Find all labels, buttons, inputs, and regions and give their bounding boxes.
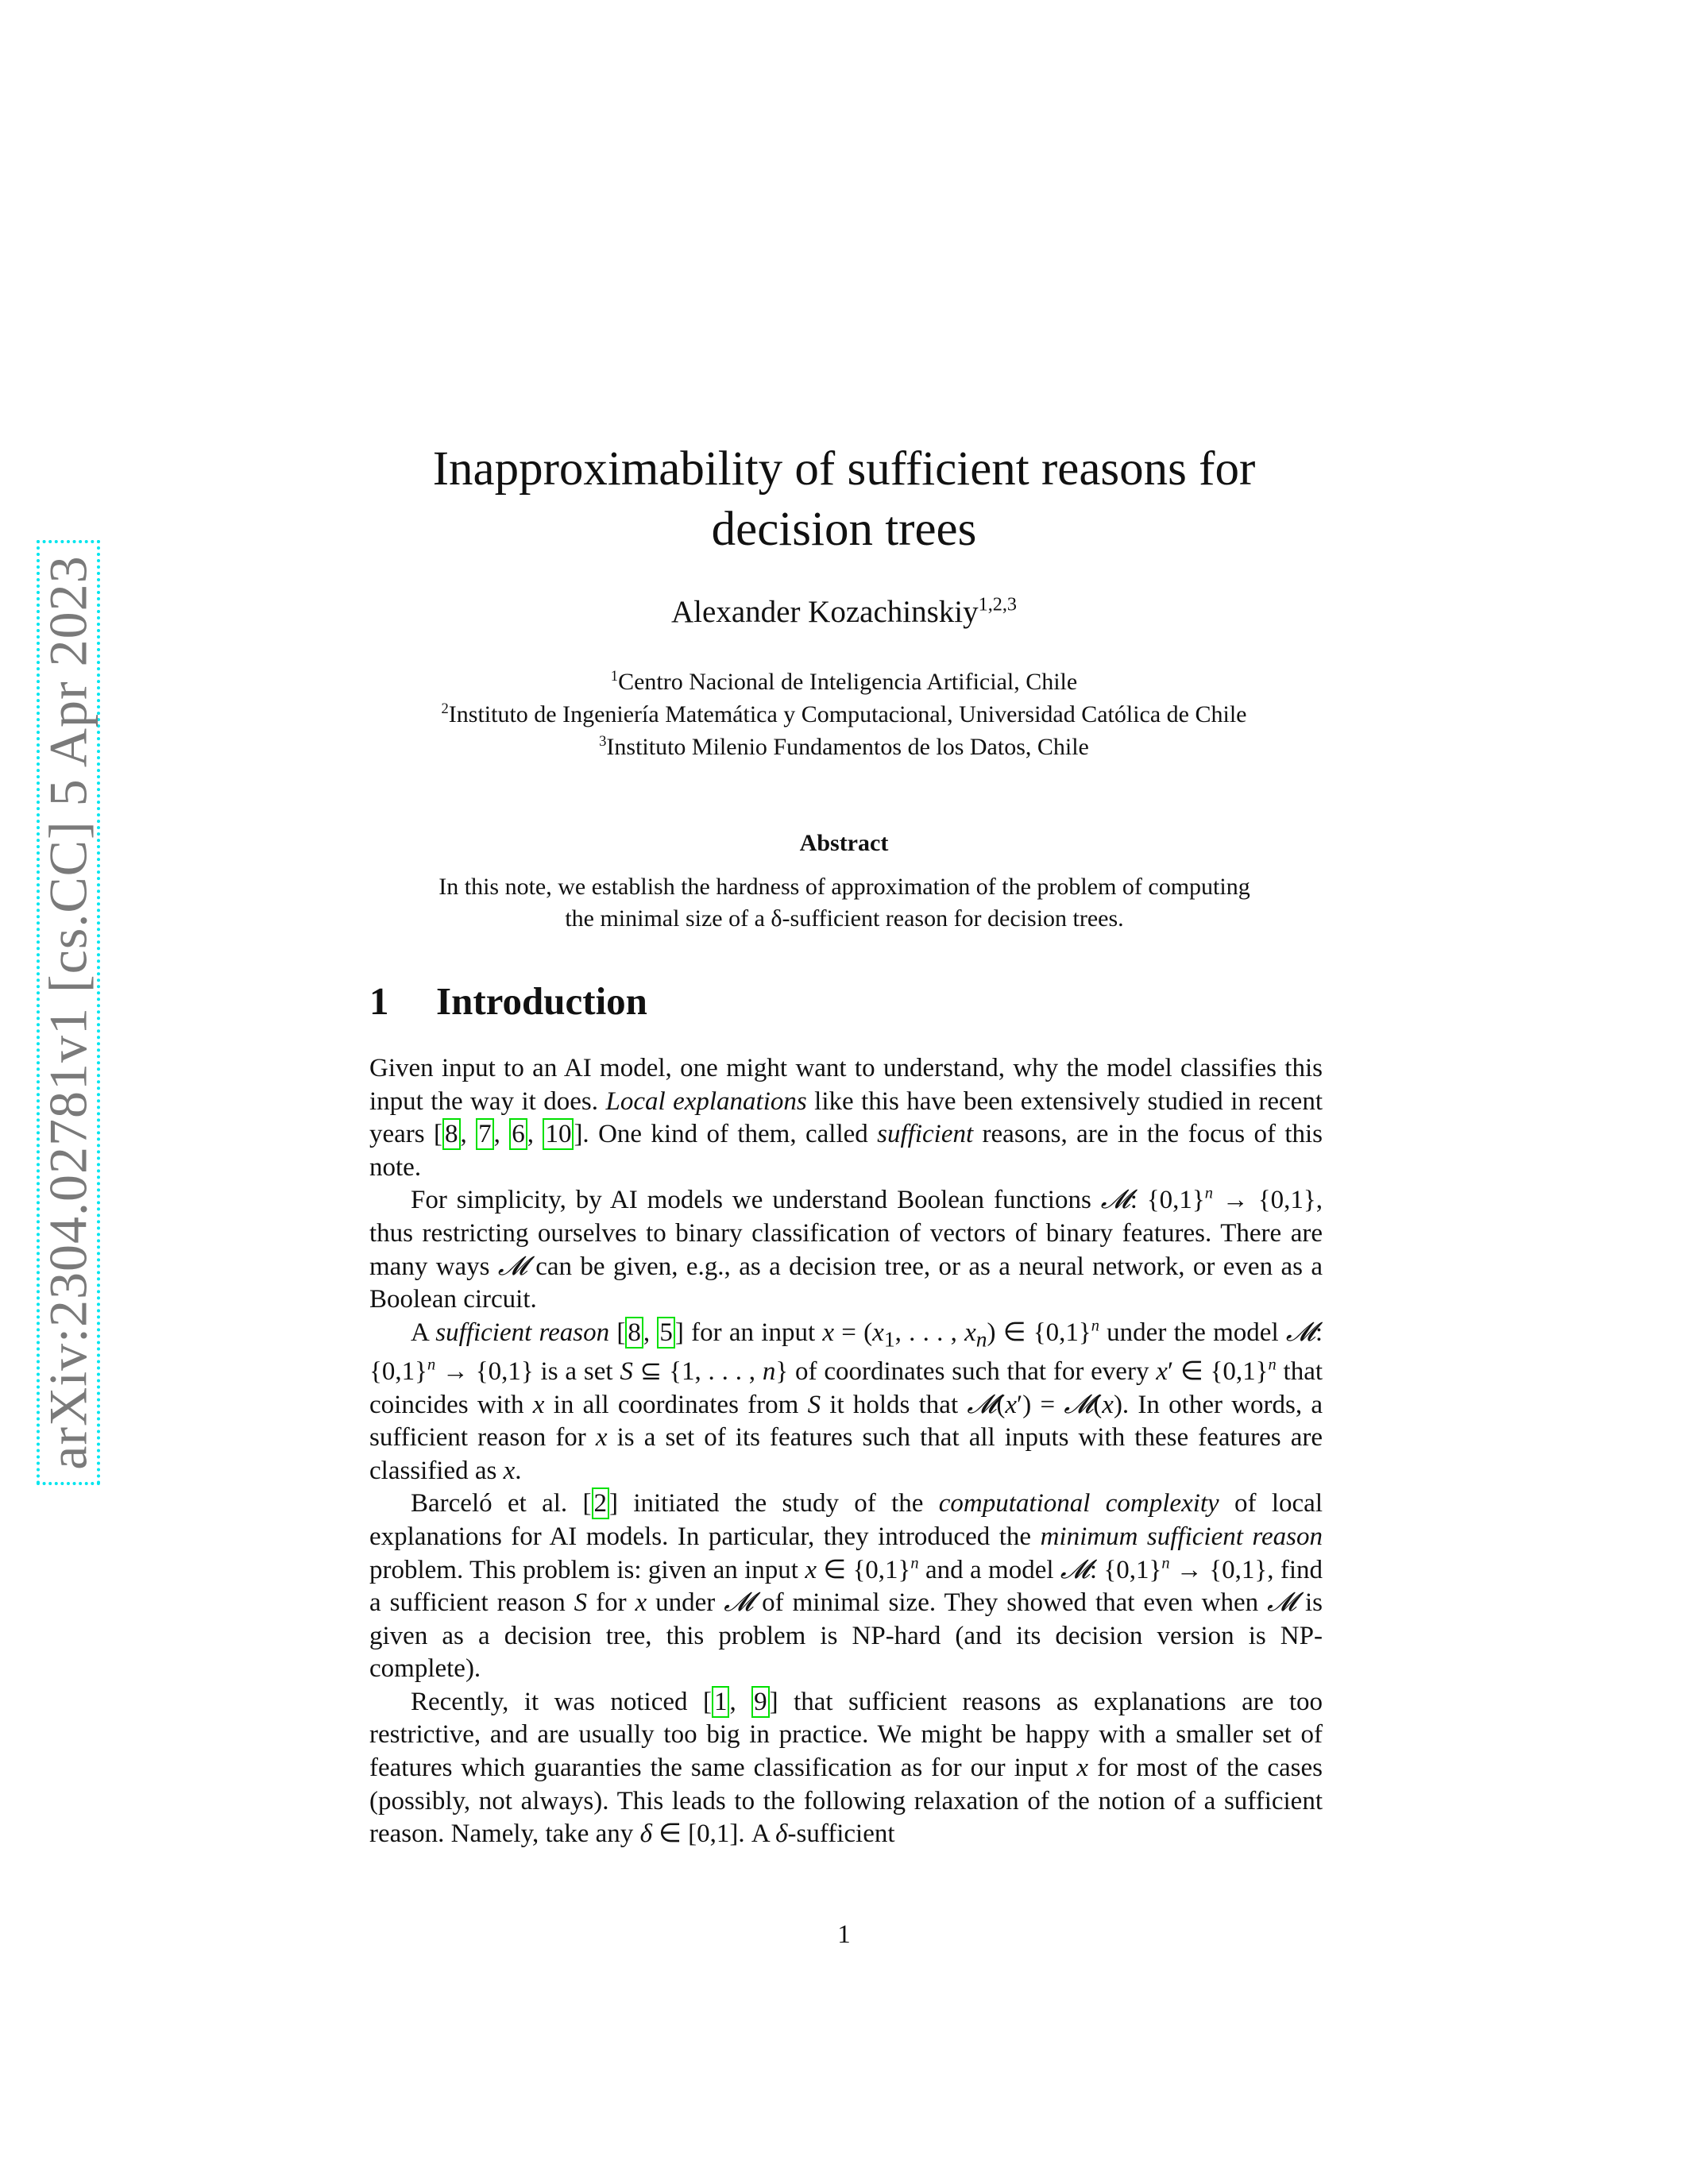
section-number: 1 (369, 979, 389, 1023)
page-number: 1 (837, 1920, 851, 1949)
citation-link[interactable]: 8 (442, 1118, 461, 1150)
citation-link[interactable]: 1 (712, 1686, 730, 1718)
citation-link[interactable]: 8 (625, 1317, 643, 1349)
affiliation-2 (0, 698, 1688, 731)
paragraph-p1: Given input to an AI model, one might want to understand, why the model classifies this input the way it does. Local explanations like this have been extensively studied in recent years [8, 7, 6, 10]. One kind of them, called sufficient reasons, are in the focus of this note. (369, 1054, 1323, 1182)
affiliation-text: Centro Nacional de Inteligencia Artificial, Chile (618, 669, 1078, 695)
author-name: Alexander Kozachinskiy (671, 595, 979, 629)
abstract-text: In this note, we establish the hardness of approximation of the problem of computing the minimal size of a δ-sufficient reason for decision trees. (438, 874, 1250, 932)
author-sup: 1,2,3 (978, 593, 1017, 615)
paper-title (0, 439, 1688, 560)
affiliations (0, 666, 1688, 763)
author (0, 594, 1688, 630)
affiliation-sup: 3 (599, 732, 607, 750)
section-heading (369, 978, 647, 1024)
section-title: Introduction (436, 979, 647, 1023)
title-line-1: Inapproximability of sufficient reasons for (432, 442, 1256, 496)
affiliation-1 (0, 666, 1688, 698)
citation-link[interactable]: 2 (592, 1488, 610, 1519)
citation-link[interactable]: 7 (476, 1118, 494, 1150)
body-text (369, 1052, 1323, 1851)
affiliation-text: Instituto Milenio Fundamentos de los Datos, Chile (606, 734, 1089, 760)
abstract-heading: Abstract (799, 830, 889, 856)
paragraph-p5: Recently, it was noticed [1, 9] that sufficient reasons as explanations are too restrictive, and are usually too big in practice. We might be happy with a smaller set of features which guaranties the same classification as for our input x for most of the cases (possibly, not always). This leads to the following relaxation of the notion of a sufficient reason. Namely, take any δ ∈ [0,1]. A δ-sufficient (369, 1687, 1323, 1849)
affiliation-sup: 1 (610, 667, 619, 685)
arxiv-stamp: arXiv:2304.02781v1 [cs.CC] 5 Apr 2023 (37, 555, 98, 1470)
affiliation-text: Instituto de Ingeniería Matemática y Computacional, Universidad Católica de Chile (448, 701, 1247, 727)
paragraph-p2: For simplicity, by AI models we understand Boolean functions 𝓜: $\{0,1\}^n \to \{0,1\}$, thus restricting ourselves to binary classification of vectors of binary features. There are many ways 𝓜 can be given, e.g., as a decision tree, or as a neural network, or even as a Boolean circuit. (369, 1185, 1323, 1314)
citation-link[interactable]: 5 (657, 1317, 675, 1349)
paragraph-p4: Barceló et al. [2] initiated the study of the computational complexity of local explanations for AI models. In particular, they introduced the minimum sufficient reason problem. This problem is: given an input x ∈ $\{0,1\}^n$ and a model 𝓜: $\{0,1\}^n \to \{0,1\}$, find a sufficient reason S for x under 𝓜 of minimal size. They showed that even when 𝓜 is given as a decision tree, this problem is NP-hard (and its decision version is NP-complete). (369, 1489, 1323, 1684)
citation-link[interactable]: 10 (543, 1118, 574, 1150)
citation-link[interactable]: 6 (509, 1118, 527, 1150)
affiliation-3 (0, 731, 1688, 763)
paragraph-p3: A sufficient reason [8, 5] for an input $x = (x_1$, . . . , $x_n$) ∈ $\{0,1\}^n$ under the model 𝓜: $\{0,1\}^n \to \{0,1\}$ is a set S ⊆ {1, . . . , n} of coordinates such that for every x′ ∈ $\{0,1\}^n$ that coincides with x in all coordinates from S it holds that 𝓜(x′) = 𝓜(x). In other words, a sufficient reason for x is a set of its features such that all inputs with these features are classified as x. (369, 1317, 1323, 1485)
citation-link[interactable]: 9 (751, 1686, 770, 1718)
title-line-2: decision trees (711, 503, 977, 556)
affiliation-sup: 2 (441, 700, 449, 717)
